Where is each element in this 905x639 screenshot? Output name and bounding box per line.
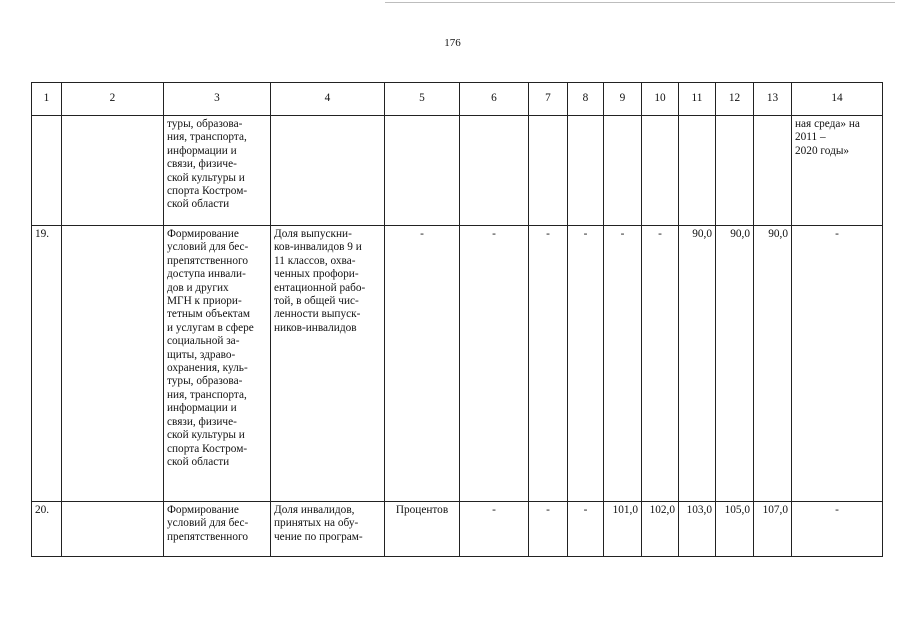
cell-unit: Процентов (385, 502, 460, 557)
row-number: 19. (32, 226, 62, 502)
cell-program: - (792, 502, 883, 557)
cell-value (642, 116, 679, 226)
header-cell: 4 (271, 83, 385, 116)
cell-unit: - (385, 226, 460, 502)
header-cell: 2 (62, 83, 164, 116)
cell-value: 105,0 (716, 502, 754, 557)
cell-value: 102,0 (642, 502, 679, 557)
table-row (32, 116, 883, 226)
cell-event-name: Формирование условий для бес- препятственного (164, 502, 271, 557)
cell-indicator: Доля выпускни- ков-инвалидов 9 и 11 классов, охва- ченных профори- ентационной рабо- той, в общей чис- ленности выпуск- ников-инвалидов (271, 226, 385, 502)
cell-value (754, 116, 792, 226)
header-cell: 6 (460, 83, 529, 116)
cell-program: ная среда» на 2011 – 2020 годы» (792, 116, 883, 226)
table-row (32, 502, 883, 557)
cell-value: 103,0 (679, 502, 716, 557)
cell-value (716, 116, 754, 226)
cell-col2 (62, 116, 164, 226)
header-cell: 5 (385, 83, 460, 116)
indicators-table (31, 82, 883, 557)
header-cell: 7 (529, 83, 568, 116)
table-header-row (32, 83, 883, 116)
cell-value: - (529, 226, 568, 502)
header-cell: 1 (32, 83, 62, 116)
header-cell: 3 (164, 83, 271, 116)
cell-value: 101,0 (604, 502, 642, 557)
cell-indicator (271, 116, 385, 226)
cell-value: 90,0 (716, 226, 754, 502)
cell-indicator: Доля инвалидов, принятых на обу- чение по програм- (271, 502, 385, 557)
cell-value (679, 116, 716, 226)
cell-event-name: Формирование условий для бес- препятственного доступа инвали- дов и других МГН к приори- тетным объектам и услугам в сфере социальной за- щиты, здраво- охранения, куль- туры, образова- ния, транспорта, информации и связи, физиче- ской культуры и спорта Костром- ской области (164, 226, 271, 502)
cell-value: - (604, 226, 642, 502)
cell-value: 90,0 (679, 226, 716, 502)
cell-value: 90,0 (754, 226, 792, 502)
cell-value: - (568, 226, 604, 502)
header-cell: 12 (716, 83, 754, 116)
cell-unit (385, 116, 460, 226)
top-border-line (385, 2, 895, 3)
cell-value (604, 116, 642, 226)
cell-value: - (568, 502, 604, 557)
cell-col2 (62, 226, 164, 502)
header-cell: 9 (604, 83, 642, 116)
cell-value (460, 116, 529, 226)
header-cell: 14 (792, 83, 883, 116)
row-number: 20. (32, 502, 62, 557)
cell-value (568, 116, 604, 226)
table-row (32, 226, 883, 502)
cell-value: - (529, 502, 568, 557)
page-number: 176 (444, 37, 461, 49)
cell-value: 107,0 (754, 502, 792, 557)
cell-event-name: туры, образова- ния, транспорта, информации и связи, физиче- ской культуры и спорта Костром- ской области (164, 116, 271, 226)
cell-value: - (460, 226, 529, 502)
header-cell: 13 (754, 83, 792, 116)
cell-value: - (460, 502, 529, 557)
cell-program: - (792, 226, 883, 502)
cell-value (529, 116, 568, 226)
cell-col2 (62, 502, 164, 557)
row-number (32, 116, 62, 226)
cell-value: - (642, 226, 679, 502)
header-cell: 11 (679, 83, 716, 116)
header-cell: 8 (568, 83, 604, 116)
header-cell: 10 (642, 83, 679, 116)
